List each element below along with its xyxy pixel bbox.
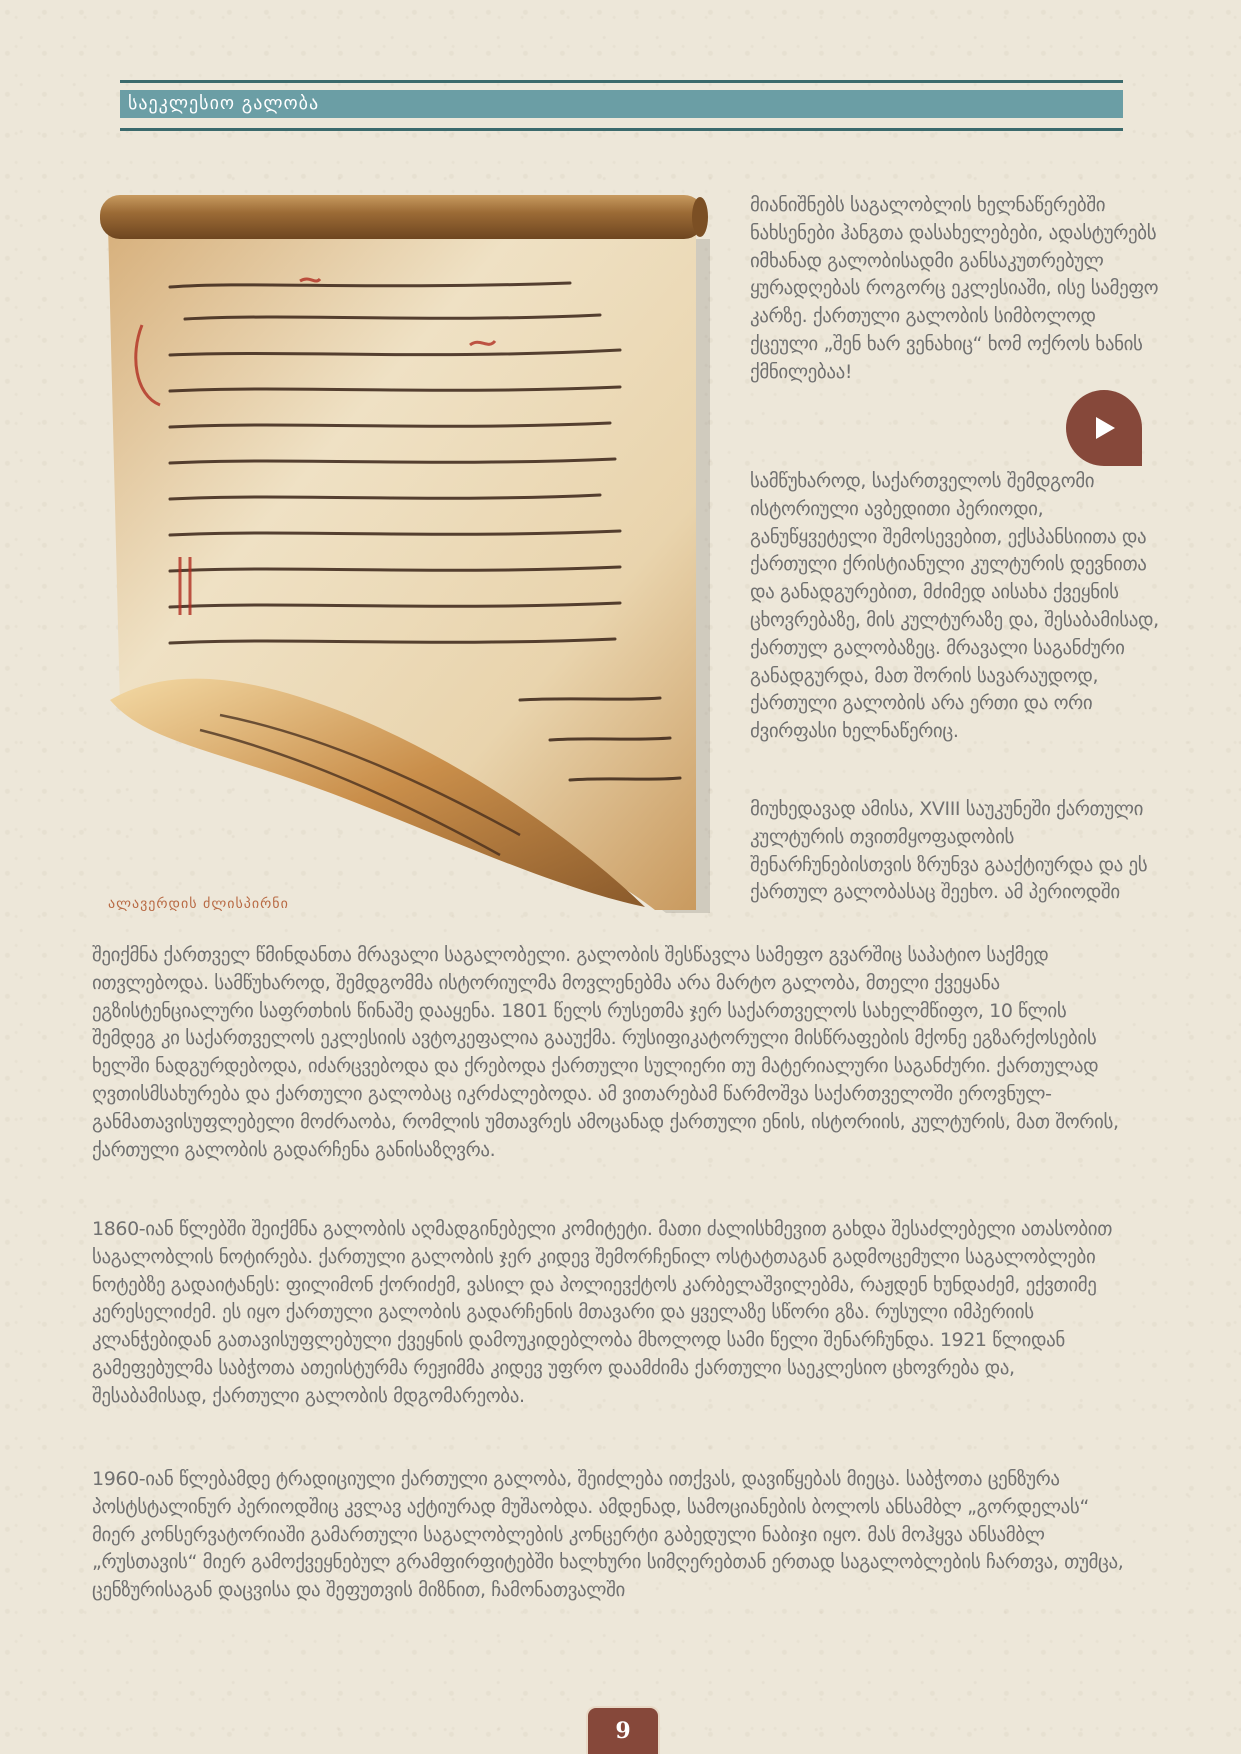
paragraph-3-continued <box>92 942 1132 1164</box>
page-number-tab <box>586 1706 660 1754</box>
header-rule-bottom <box>120 128 1123 131</box>
section-title: საეკლესიო გალობა <box>128 93 320 114</box>
paragraph-4 <box>92 1216 1132 1411</box>
paragraph-3-start-text: მიუხედავად ამისა, XVIII საუკუნეში ქართული კულტურის თვითმყოფადობის შენარჩუნებისთვის ზრუნვა გააქტიურდა და ეს ქართულ გალობასაც შეეხო. ამ პერიოდში <box>750 798 1148 904</box>
section-header <box>120 90 1123 118</box>
intro-paragraph <box>750 192 1165 387</box>
paragraph-3-continued-text: შეიქმნა ქართველ წმინდანთა მრავალი საგალობელი. გალობის შესწავლა სამეფო გვარშიც საპატიო საქმედ ითვლებოდა. სამწუხაროდ, შემდგომმა ისტორიულმა მოვლენებმა არა მარტო გალობა, მთელი ქვეყანა ეგზისტენციალური საფრთხის წინაშე დააყენა. 1801 წელს რუსეთმა ჯერ საქართველოს სახელმწიფო, 10 წლის შემდეგ კი საქართველოს ეკლესიის ავტოკეფალია გააუქმა. რუსიფიკატორული მისწრაფების მქონე ეგზარქოსების ხელში ნადგურდებოდა, იძარცვებოდა და ქრებოდა ქართული სულიერი თუ მატერიალური საგანძური. ქართულად ღვთისმსახურება და ქართული გალობაც იკრძალებოდა. ამ ვითარებამ წარმოშვა საქართველოში ეროვნულ-განმათავისუფლებელი მოძრაობა, რომლის უმთავრეს ამოცანად ქართული ენის, ისტორიის, კულტურის, მათ შორის, ქართული გალობის გადარჩენა განისაზღვრა. <box>92 944 1119 1161</box>
paragraph-5 <box>92 1466 1132 1605</box>
paragraph-4-text: 1860-იან წლებში შეიქმნა გალობის აღმადგინებელი კომიტეტი. მათი ძალისხმევით გახდა შესაძლებელი ათასობით საგალობლის ნოტირება. ქართული გალობის ჯერ კიდევ შემორჩენილ ოსტატთაგან გადმოცემული საგალობლები ნოტებზე გადაიტანეს: ფილიმონ ქორიძემ, ვასილ და პოლიევქტოს კარბელაშვილებმა, რაჟდენ ხუნდაძემ, ექვთიმე კერესელიძემ. ეს იყო ქართული გალობის გადარჩენის მთავარი და ყველაზე სწორი გზა. რუსული იმპერიის კლანჭებიდან გათავისუფლებული ქვეყნის დამოუკიდებლობა მხოლოდ სამი წელი შენარჩუნდა. 1921 წლიდან გამეფებულმა საბჭოთა ათეისტურმა რეჟიმმა კიდევ უფრო დაამძიმა ქართული საეკლესიო ცხოვრება და, შესაბამისად, ქართული გალობის მდგომარეობა. <box>92 1218 1113 1407</box>
paragraph-2-text: სამწუხაროდ, საქართველოს შემდგომი ისტორიული ავბედითი პერიოდი, განუწყვეტელი შემოსევებით, ექსპანსიითა და ქართული ქრისტიანული კულტურის დევნითა და განადგურებით, მძიმედ აისახა ქვეყნის ცხოვრებაზე, მის კულტურაზე და, შესაბამისად, ქართულ გალობაზეც. მრავალი საგანძური განადგურდა, მათ შორის სავარაუდოდ, ქართული გალობის არა ერთი და ორი ძვირფასი ხელნაწერიც. <box>750 470 1159 743</box>
page-number: 9 <box>615 1718 631 1744</box>
manuscript-scroll-svg <box>100 195 710 915</box>
play-button[interactable] <box>1066 390 1142 466</box>
manuscript-image <box>100 195 710 915</box>
paragraph-2 <box>750 468 1165 746</box>
paragraph-3-start <box>750 796 1165 907</box>
manuscript-caption: ალავერდის ძლისპირნი <box>108 896 289 912</box>
header-rule-top <box>120 80 1123 83</box>
intro-paragraph-text: მიანიშნებს საგალობლის ხელნაწერებში ნახსენები ჰანგთა დასახელებები, ადასტურებს იმხანად გალობისადმი განსაკუთრებულ ყურადღებას როგორც ეკლესიაში, ისე სამეფო კარზე. ქართული გალობის სიმბოლოდ ქცეული „შენ ხარ ვენახიც“ ხომ ოქროს ხანის ქმნილებაა! <box>750 194 1159 383</box>
paragraph-5-text: 1960-იან წლებამდე ტრადიციული ქართული გალობა, შეიძლება ითქვას, დავიწყებას მიეცა. საბჭოთა ცენზურა პოსტსტალინურ პერიოდშიც კვლავ აქტიურად მუშაობდა. ამდენად, სამოციანების ბოლოს ანსამბლ „გორდელას“ მიერ კონსერვატორიაში გამართული საგალობლების კონცერტი გაბედული ნაბიჯი იყო. მას მოჰყვა ანსამბლ „რუსთავის“ მიერ გამოქვეყნებულ გრამფირფიტებში ხალხური სიმღერებთან ერთად საგალობლების ჩართვა, თუმცა, ცენზურისაგან დაცვისა და შეფუთვის მიზნით, ჩამონათვალში <box>92 1468 1124 1602</box>
play-icon <box>1089 413 1119 443</box>
